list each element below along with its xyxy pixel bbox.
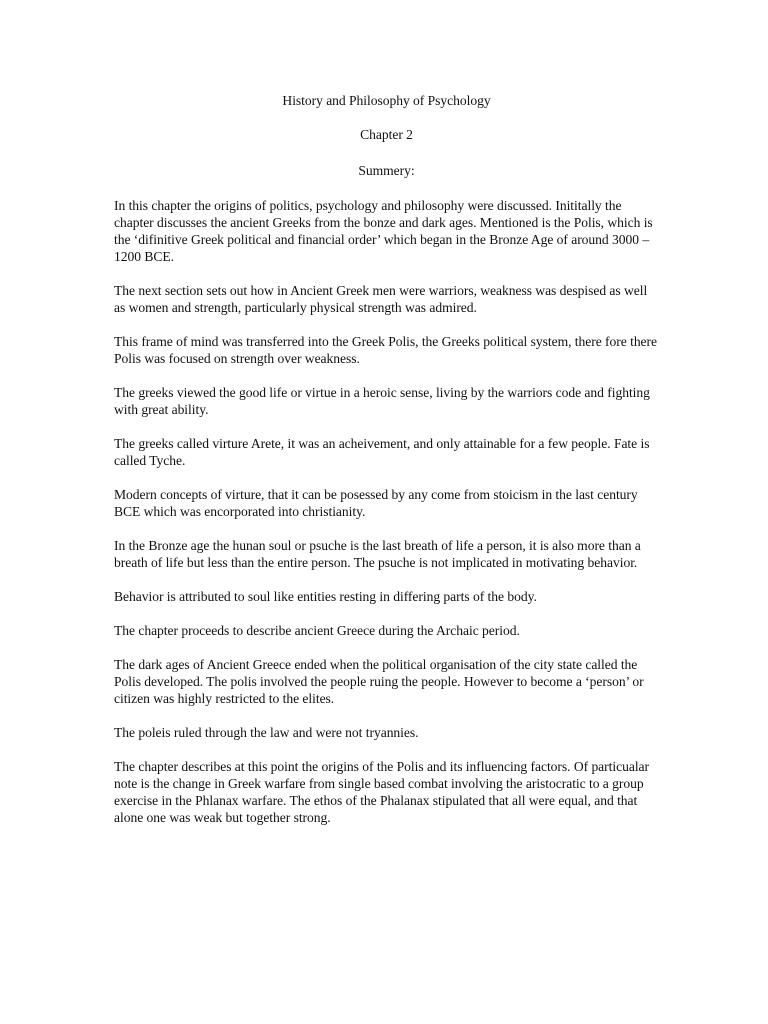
summary-heading: Summery:: [358, 163, 415, 178]
paragraph: The next section sets out how in Ancient Greek men were warriors, weakness was despised as well as women and strength, particularly physical strength was admired.: [114, 283, 648, 315]
paragraph: The greeks viewed the good life or virtue in a heroic sense, living by the warriors code and fighting with great ability.: [114, 385, 650, 417]
paragraph: Behavior is attributed to soul like entities resting in differing parts of the body.: [114, 589, 537, 604]
document-title: History and Philosophy of Psychology: [282, 93, 491, 108]
paragraph: In this chapter the origins of politics, psychology and philosophy were discussed. Inititally the chapter discusses the ancient Greeks from the bonze and dark ages. Mentioned is the Polis, which is the ‘difinitive Greek political and financial order’ which began in the Bronze Age of around 3000 – 1200 BCE.: [114, 198, 653, 264]
paragraph: The greeks called virture Arete, it was an acheivement, and only attainable for a few people. Fate is called Tyche.: [114, 436, 650, 468]
paragraph: The dark ages of Ancient Greece ended when the political organisation of the city state called the Polis developed. The polis involved the people ruing the people. However to become a ‘person’ or citizen was highly restricted to the elites.: [114, 657, 644, 706]
paragraph: This frame of mind was transferred into the Greek Polis, the Greeks political system, there fore there Polis was focused on strength over weakness.: [114, 334, 658, 366]
paragraph: The poleis ruled through the law and were not tryannies.: [114, 725, 419, 740]
paragraph: The chapter describes at this point the origins of the Polis and its influencing factors. Of particualar note is the change in Greek warfare from single based combat involving the aristocratic to a group exercise in the Phlanax warfare. The ethos of the Phalanax stipulated that all were equal, and that alone one was weak but together strong.: [114, 759, 650, 825]
paragraph: Modern concepts of virture, that it can be posessed by any come from stoicism in the last century BCE which was encorporated into christianity.: [114, 487, 638, 519]
paragraph: The chapter proceeds to describe ancient Greece during the Archaic period.: [114, 623, 520, 638]
chapter-heading: Chapter 2: [360, 127, 413, 142]
paragraph: In the Bronze age the hunan soul or psuche is the last breath of life a person, it is also more than a breath of life but less than the entire person. The psuche is not implicated in motivating behavior.: [114, 538, 641, 570]
document-content: [114, 92, 659, 843]
